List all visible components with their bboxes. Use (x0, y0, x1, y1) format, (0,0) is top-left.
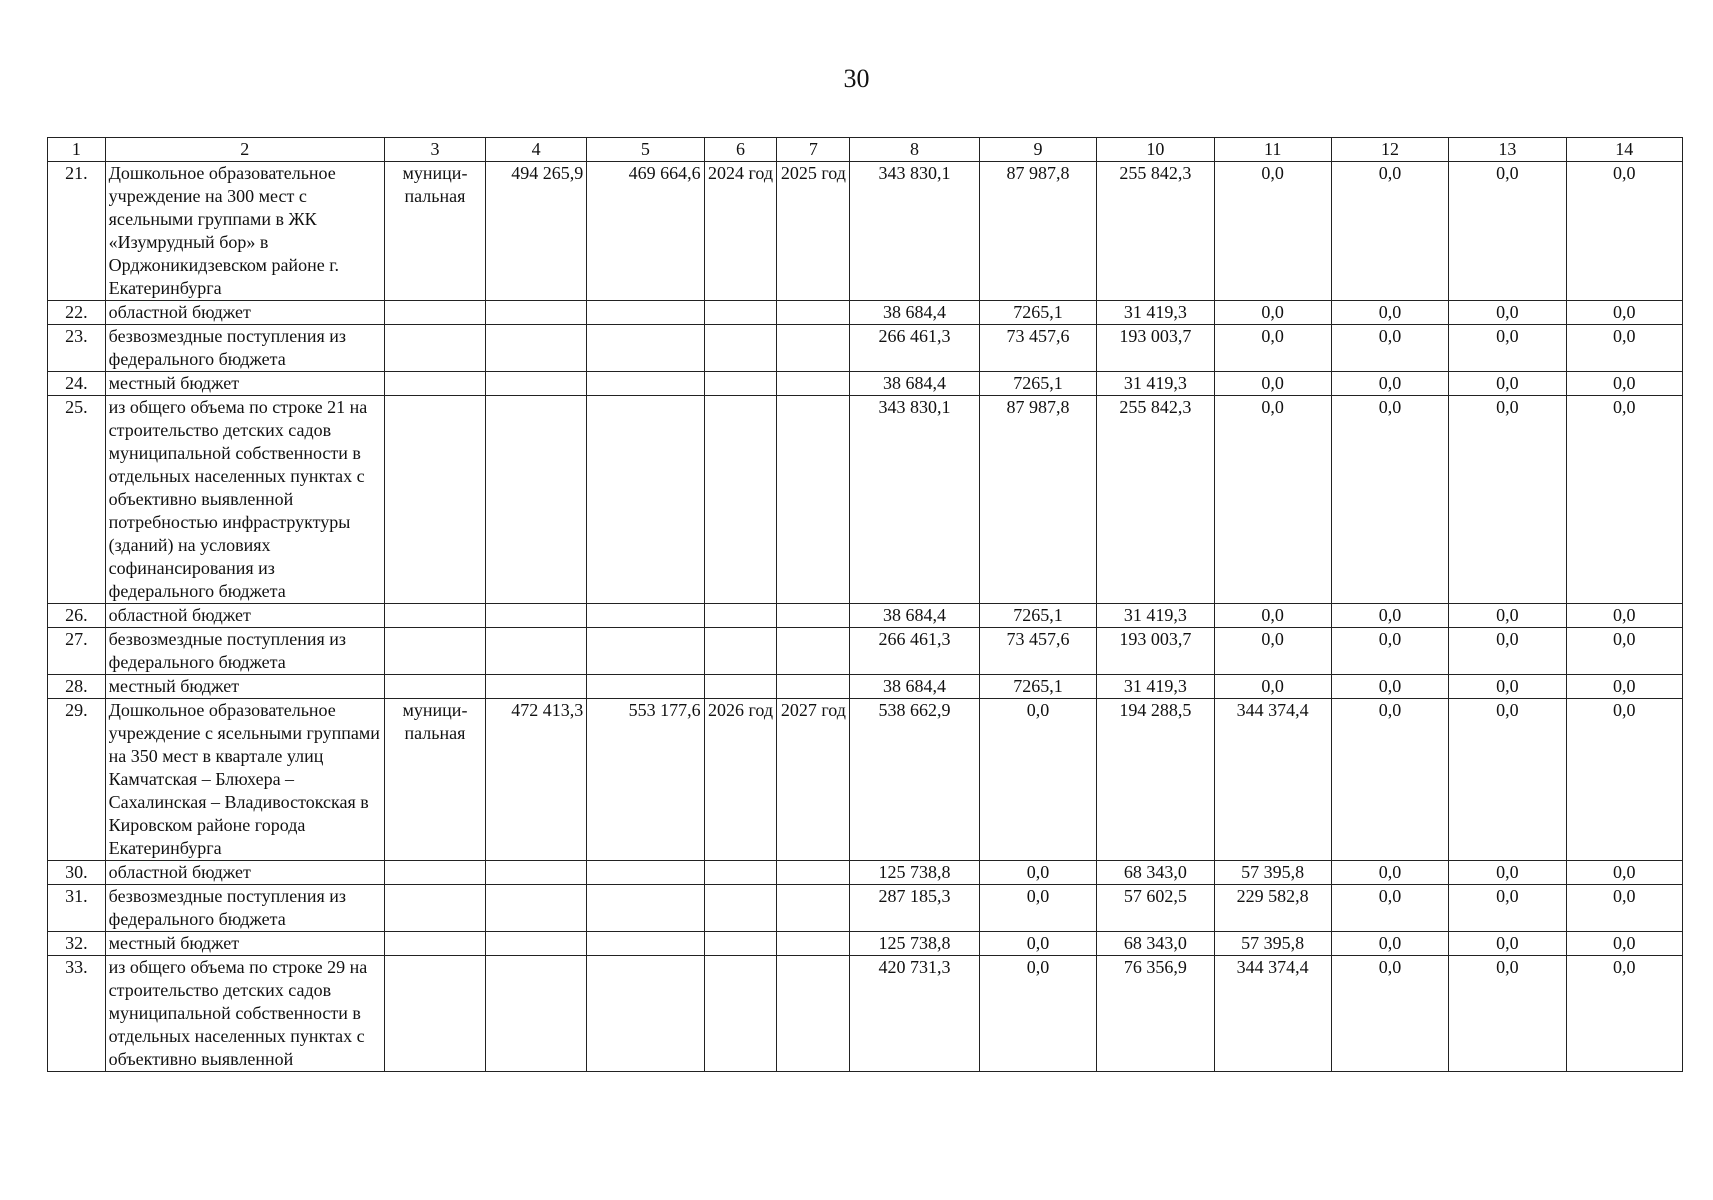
col-12-amount: 0,0 (1331, 604, 1448, 628)
col-11-amount: 229 582,8 (1214, 885, 1331, 932)
col-13-amount: 0,0 (1449, 372, 1566, 396)
col-12-amount: 0,0 (1331, 699, 1448, 861)
col-14-amount: 0,0 (1566, 604, 1682, 628)
col-4-value: 472 413,3 (486, 699, 587, 861)
col-11-amount: 0,0 (1214, 372, 1331, 396)
col-10-amount: 57 602,5 (1097, 885, 1214, 932)
table-row (48, 301, 1683, 325)
col-11-amount: 0,0 (1214, 301, 1331, 325)
ownership-type (384, 932, 485, 956)
row-number: 30. (48, 861, 106, 885)
total-amount: 38 684,4 (850, 301, 980, 325)
col-4-value (486, 628, 587, 675)
table-row (48, 372, 1683, 396)
col-11-amount: 57 395,8 (1214, 861, 1331, 885)
ownership-type (384, 325, 485, 372)
ownership-type (384, 301, 485, 325)
start-year (704, 396, 777, 604)
header-row (48, 138, 1683, 162)
end-year (777, 372, 850, 396)
row-number: 24. (48, 372, 106, 396)
col-9-amount: 0,0 (979, 932, 1096, 956)
col-10-amount: 193 003,7 (1097, 325, 1214, 372)
end-year (777, 301, 850, 325)
row-number: 25. (48, 396, 106, 604)
table-row (48, 162, 1683, 301)
end-year (777, 675, 850, 699)
start-year (704, 325, 777, 372)
row-name: местный бюджет (105, 372, 384, 396)
col-9-amount: 87 987,8 (979, 162, 1096, 301)
col-14-amount: 0,0 (1566, 396, 1682, 604)
col-11-amount: 0,0 (1214, 628, 1331, 675)
col-13-amount: 0,0 (1449, 675, 1566, 699)
col-14-amount: 0,0 (1566, 699, 1682, 861)
col-5-value (587, 675, 704, 699)
table-row (48, 604, 1683, 628)
column-header: 5 (587, 138, 704, 162)
row-number: 29. (48, 699, 106, 861)
end-year (777, 396, 850, 604)
col-11-amount: 344 374,4 (1214, 699, 1331, 861)
page-number: 30 (843, 64, 870, 93)
row-name: безвозмездные поступления из федерального бюджета (105, 628, 384, 675)
column-header: 10 (1097, 138, 1214, 162)
total-amount: 38 684,4 (850, 372, 980, 396)
row-name: местный бюджет (105, 932, 384, 956)
ownership-type (384, 861, 485, 885)
row-number: 27. (48, 628, 106, 675)
col-10-amount: 31 419,3 (1097, 604, 1214, 628)
col-12-amount: 0,0 (1331, 675, 1448, 699)
end-year (777, 325, 850, 372)
end-year (777, 628, 850, 675)
col-4-value (486, 885, 587, 932)
ownership-type: муници-пальная (384, 699, 485, 861)
col-11-amount: 57 395,8 (1214, 932, 1331, 956)
table-row (48, 956, 1683, 1072)
row-number: 26. (48, 604, 106, 628)
row-number: 21. (48, 162, 106, 301)
column-header: 1 (48, 138, 106, 162)
col-13-amount: 0,0 (1449, 932, 1566, 956)
ownership-type (384, 604, 485, 628)
row-name: из общего объема по строке 21 на строительство детских садов муниципальной собственности в отдельных населенных пунктах с объективно выявленной потребностью инфраструктуры (зданий) на условиях софинансирования из федерального бюджета (105, 396, 384, 604)
col-13-amount: 0,0 (1449, 956, 1566, 1072)
col-4-value (486, 301, 587, 325)
col-9-amount: 7265,1 (979, 604, 1096, 628)
col-5-value (587, 301, 704, 325)
start-year (704, 932, 777, 956)
col-13-amount: 0,0 (1449, 162, 1566, 301)
col-9-amount: 73 457,6 (979, 325, 1096, 372)
col-14-amount: 0,0 (1566, 628, 1682, 675)
col-10-amount: 193 003,7 (1097, 628, 1214, 675)
col-5-value: 469 664,6 (587, 162, 704, 301)
col-9-amount: 73 457,6 (979, 628, 1096, 675)
col-11-amount: 0,0 (1214, 325, 1331, 372)
col-5-value (587, 932, 704, 956)
col-4-value: 494 265,9 (486, 162, 587, 301)
total-amount: 538 662,9 (850, 699, 980, 861)
col-14-amount: 0,0 (1566, 325, 1682, 372)
ownership-type (384, 372, 485, 396)
row-name: областной бюджет (105, 604, 384, 628)
col-5-value: 553 177,6 (587, 699, 704, 861)
col-9-amount: 0,0 (979, 956, 1096, 1072)
row-name: областной бюджет (105, 301, 384, 325)
col-5-value (587, 885, 704, 932)
column-header: 7 (777, 138, 850, 162)
col-12-amount: 0,0 (1331, 932, 1448, 956)
col-10-amount: 68 343,0 (1097, 932, 1214, 956)
col-13-amount: 0,0 (1449, 861, 1566, 885)
start-year: 2026 год (704, 699, 777, 861)
col-13-amount: 0,0 (1449, 628, 1566, 675)
total-amount: 266 461,3 (850, 628, 980, 675)
col-12-amount: 0,0 (1331, 885, 1448, 932)
col-9-amount: 0,0 (979, 699, 1096, 861)
column-header: 8 (850, 138, 980, 162)
col-9-amount: 7265,1 (979, 675, 1096, 699)
col-4-value (486, 675, 587, 699)
end-year (777, 604, 850, 628)
column-header: 14 (1566, 138, 1682, 162)
col-4-value (486, 396, 587, 604)
start-year (704, 675, 777, 699)
row-name: Дошкольное образовательное учреждение на 300 мест с ясельными группами в ЖК «Изумрудный бор» в Орджоникидзевском районе г. Екатеринбурга (105, 162, 384, 301)
end-year (777, 956, 850, 1072)
col-13-amount: 0,0 (1449, 699, 1566, 861)
col-5-value (587, 861, 704, 885)
end-year (777, 885, 850, 932)
column-header: 11 (1214, 138, 1331, 162)
total-amount: 343 830,1 (850, 162, 980, 301)
ownership-type: муници-пальная (384, 162, 485, 301)
col-11-amount: 0,0 (1214, 396, 1331, 604)
col-13-amount: 0,0 (1449, 604, 1566, 628)
col-12-amount: 0,0 (1331, 396, 1448, 604)
col-4-value (486, 604, 587, 628)
col-5-value (587, 604, 704, 628)
start-year (704, 628, 777, 675)
col-9-amount: 0,0 (979, 885, 1096, 932)
table-row (48, 396, 1683, 604)
end-year (777, 861, 850, 885)
col-11-amount: 344 374,4 (1214, 956, 1331, 1072)
col-9-amount: 0,0 (979, 861, 1096, 885)
col-13-amount: 0,0 (1449, 396, 1566, 604)
col-12-amount: 0,0 (1331, 628, 1448, 675)
row-name: областной бюджет (105, 861, 384, 885)
end-year (777, 932, 850, 956)
col-13-amount: 0,0 (1449, 885, 1566, 932)
start-year (704, 861, 777, 885)
col-9-amount: 7265,1 (979, 301, 1096, 325)
table-row (48, 885, 1683, 932)
ownership-type (384, 675, 485, 699)
col-14-amount: 0,0 (1566, 372, 1682, 396)
row-name: безвозмездные поступления из федерального бюджета (105, 325, 384, 372)
column-header: 13 (1449, 138, 1566, 162)
row-number: 32. (48, 932, 106, 956)
col-13-amount: 0,0 (1449, 301, 1566, 325)
ownership-type (384, 628, 485, 675)
col-10-amount: 31 419,3 (1097, 301, 1214, 325)
ownership-type (384, 956, 485, 1072)
row-name: безвозмездные поступления из федерального бюджета (105, 885, 384, 932)
col-14-amount: 0,0 (1566, 885, 1682, 932)
column-header: 6 (704, 138, 777, 162)
start-year: 2024 год (704, 162, 777, 301)
table-row (48, 675, 1683, 699)
column-header: 9 (979, 138, 1096, 162)
ownership-type (384, 396, 485, 604)
col-12-amount: 0,0 (1331, 861, 1448, 885)
col-10-amount: 31 419,3 (1097, 675, 1214, 699)
total-amount: 287 185,3 (850, 885, 980, 932)
row-number: 28. (48, 675, 106, 699)
col-13-amount: 0,0 (1449, 325, 1566, 372)
row-number: 23. (48, 325, 106, 372)
col-10-amount: 68 343,0 (1097, 861, 1214, 885)
col-4-value (486, 325, 587, 372)
table-row (48, 932, 1683, 956)
col-5-value (587, 396, 704, 604)
row-number: 31. (48, 885, 106, 932)
table-row (48, 628, 1683, 675)
col-14-amount: 0,0 (1566, 956, 1682, 1072)
total-amount: 38 684,4 (850, 604, 980, 628)
col-14-amount: 0,0 (1566, 162, 1682, 301)
total-amount: 125 738,8 (850, 861, 980, 885)
column-header: 4 (486, 138, 587, 162)
end-year: 2025 год (777, 162, 850, 301)
col-11-amount: 0,0 (1214, 162, 1331, 301)
col-9-amount: 87 987,8 (979, 396, 1096, 604)
total-amount: 420 731,3 (850, 956, 980, 1072)
table-row (48, 325, 1683, 372)
budget-table (47, 137, 1683, 1072)
column-header: 12 (1331, 138, 1448, 162)
col-5-value (587, 325, 704, 372)
col-14-amount: 0,0 (1566, 861, 1682, 885)
col-9-amount: 7265,1 (979, 372, 1096, 396)
total-amount: 266 461,3 (850, 325, 980, 372)
col-5-value (587, 956, 704, 1072)
col-11-amount: 0,0 (1214, 604, 1331, 628)
col-14-amount: 0,0 (1566, 932, 1682, 956)
end-year: 2027 год (777, 699, 850, 861)
col-4-value (486, 956, 587, 1072)
row-number: 33. (48, 956, 106, 1072)
table-row (48, 861, 1683, 885)
column-header: 3 (384, 138, 485, 162)
total-amount: 38 684,4 (850, 675, 980, 699)
col-12-amount: 0,0 (1331, 162, 1448, 301)
col-10-amount: 76 356,9 (1097, 956, 1214, 1072)
col-4-value (486, 861, 587, 885)
col-10-amount: 255 842,3 (1097, 162, 1214, 301)
col-14-amount: 0,0 (1566, 675, 1682, 699)
row-name: местный бюджет (105, 675, 384, 699)
table-body (48, 162, 1683, 1072)
row-number: 22. (48, 301, 106, 325)
start-year (704, 372, 777, 396)
table-row (48, 699, 1683, 861)
col-12-amount: 0,0 (1331, 956, 1448, 1072)
total-amount: 125 738,8 (850, 932, 980, 956)
column-header: 2 (105, 138, 384, 162)
col-4-value (486, 372, 587, 396)
col-5-value (587, 372, 704, 396)
col-10-amount: 31 419,3 (1097, 372, 1214, 396)
col-11-amount: 0,0 (1214, 675, 1331, 699)
row-name: из общего объема по строке 29 на строительство детских садов муниципальной собственности в отдельных населенных пунктах с объективно выявленной (105, 956, 384, 1072)
col-5-value (587, 628, 704, 675)
row-name: Дошкольное образовательное учреждение с ясельными группами на 350 мест в квартале улиц Камчатская – Блюхера – Сахалинская – Владивостокская в Кировском районе города Екатеринбурга (105, 699, 384, 861)
ownership-type (384, 885, 485, 932)
col-12-amount: 0,0 (1331, 301, 1448, 325)
start-year (704, 956, 777, 1072)
col-4-value (486, 932, 587, 956)
col-14-amount: 0,0 (1566, 301, 1682, 325)
total-amount: 343 830,1 (850, 396, 980, 604)
col-12-amount: 0,0 (1331, 325, 1448, 372)
start-year (704, 604, 777, 628)
start-year (704, 301, 777, 325)
col-12-amount: 0,0 (1331, 372, 1448, 396)
col-10-amount: 255 842,3 (1097, 396, 1214, 604)
start-year (704, 885, 777, 932)
col-10-amount: 194 288,5 (1097, 699, 1214, 861)
